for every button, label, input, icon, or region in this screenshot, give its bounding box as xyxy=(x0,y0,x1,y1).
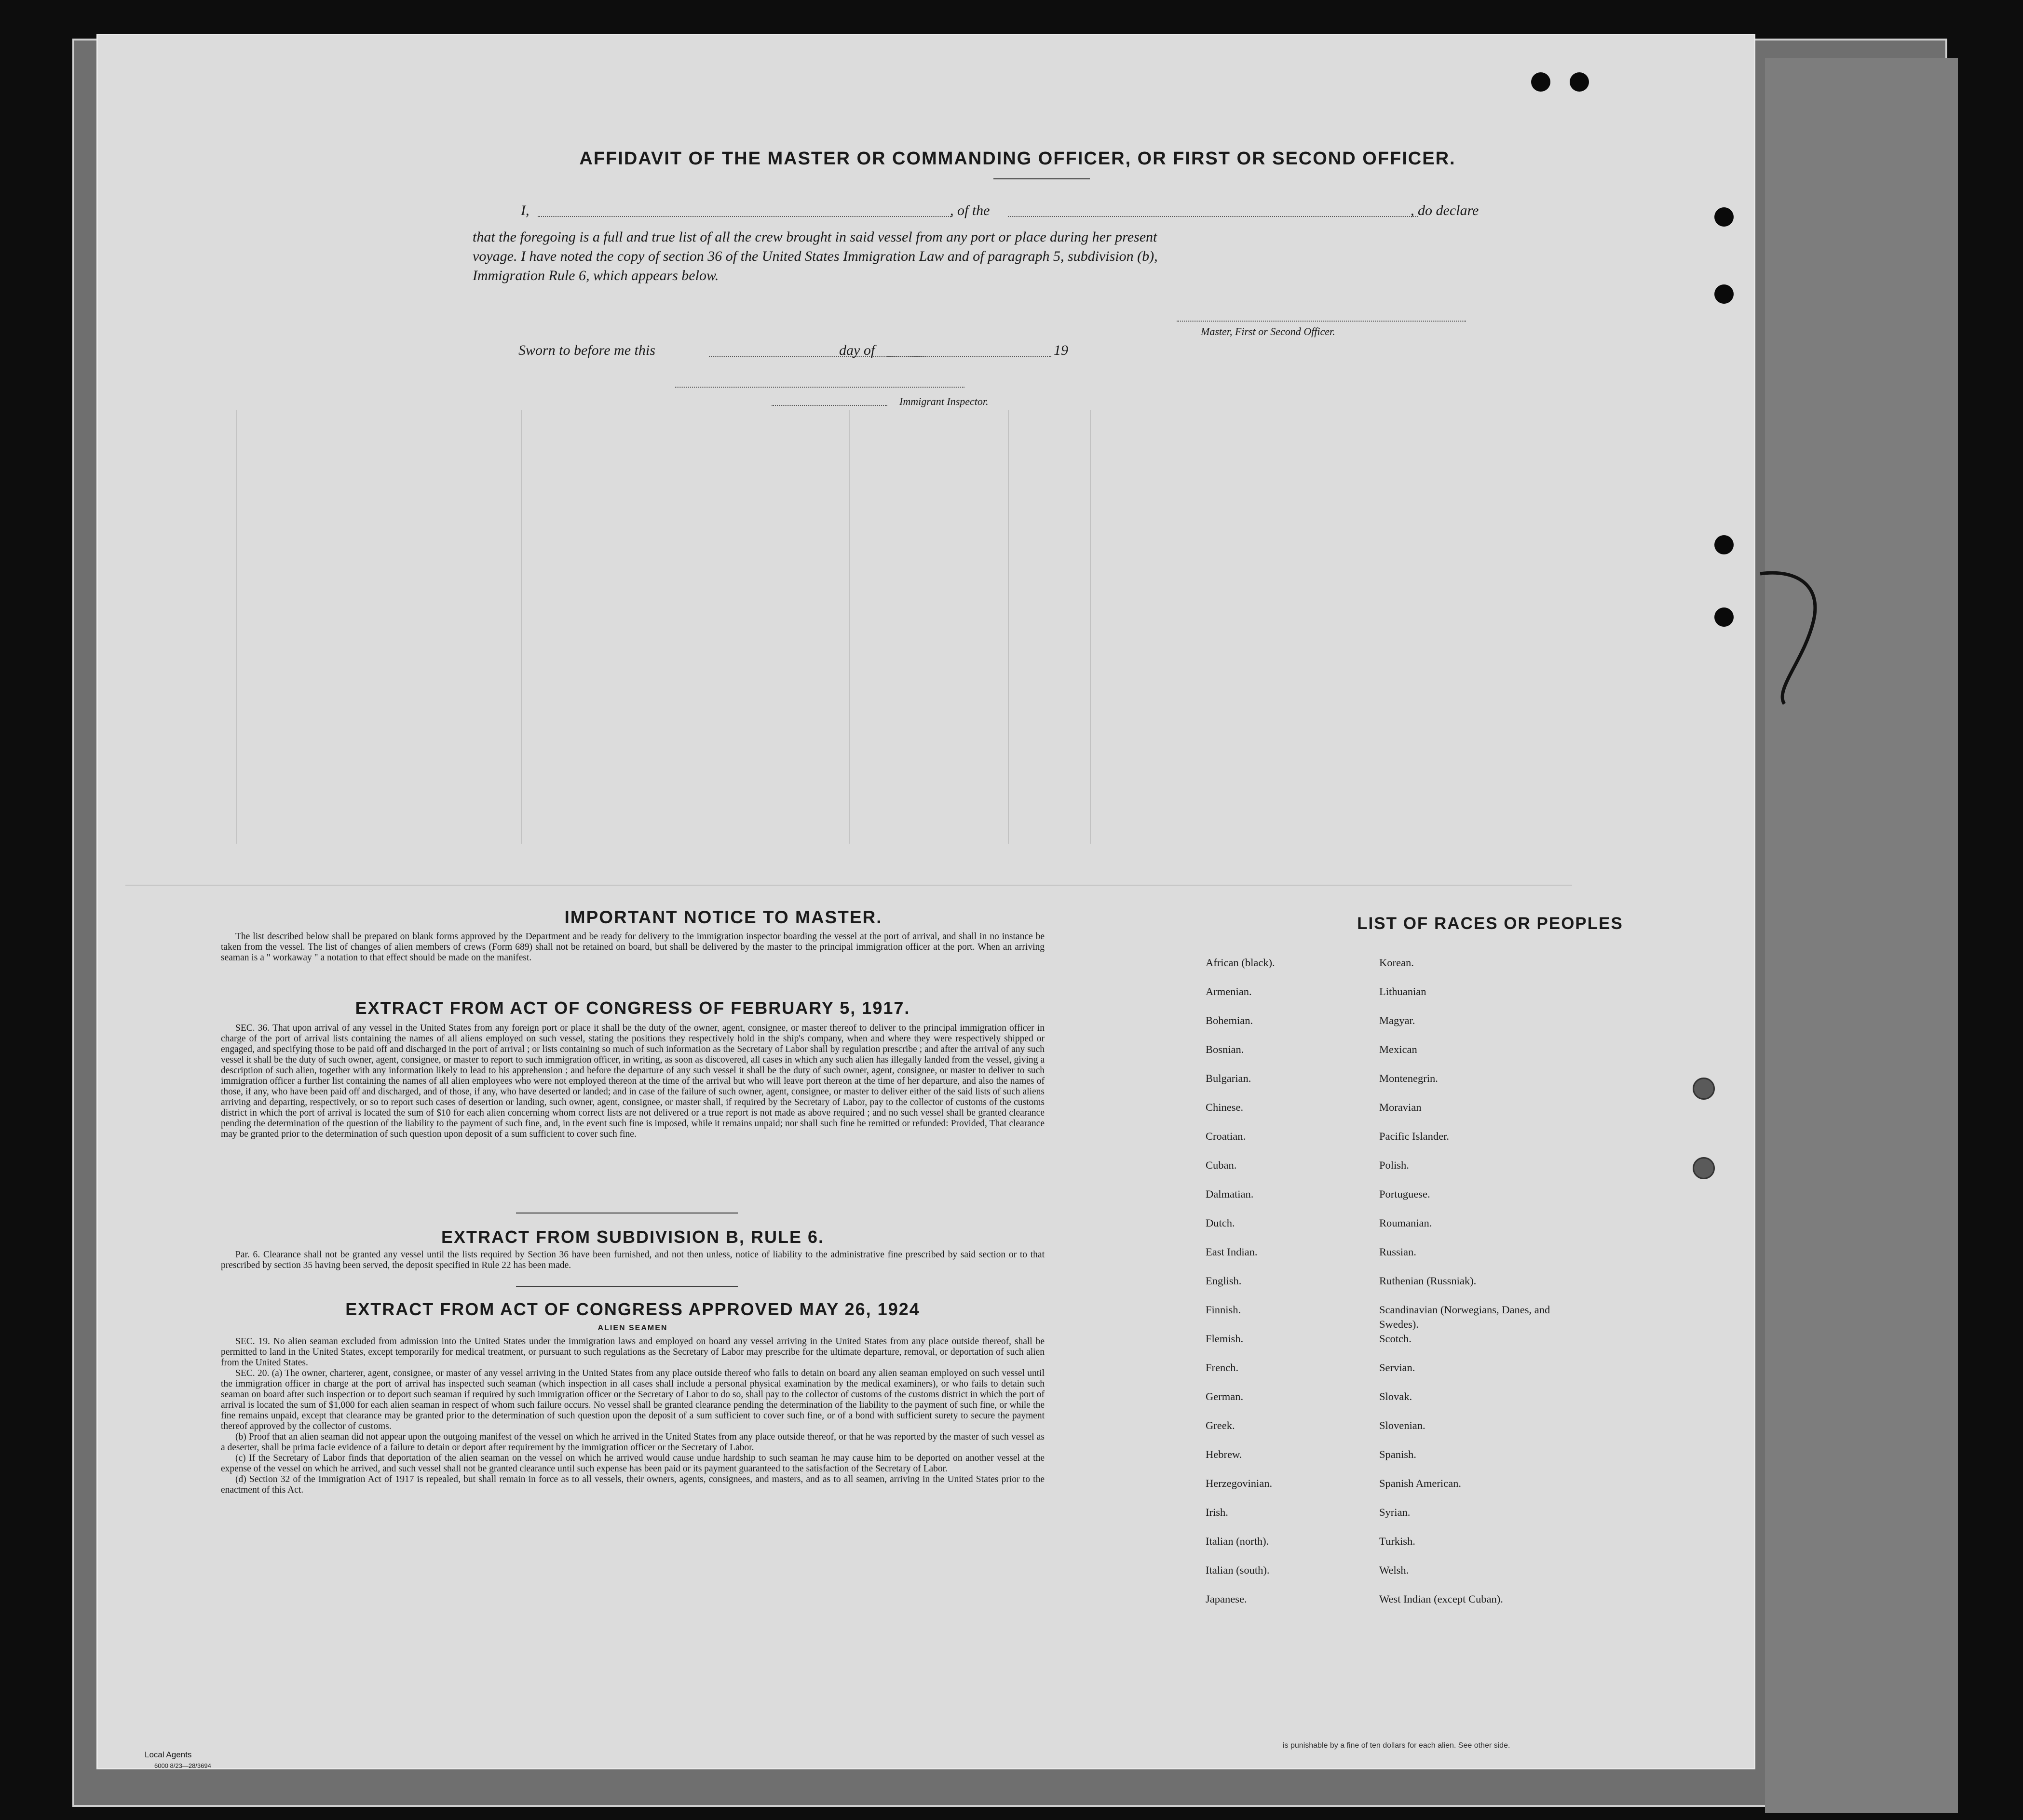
race-item: Italian (north). xyxy=(1206,1535,1269,1547)
race-item: Syrian. xyxy=(1379,1506,1411,1518)
affidavit-title: AFFIDAVIT OF THE MASTER OR COMMANDING OFFICER, OR FIRST OR SECOND OFFICER. xyxy=(579,148,1456,169)
section-20b-paragraph: (b) Proof that an alien seaman did not appear upon the outgoing manifest of the vessel on which he arrived in the United States from any place outside thereof, or that he was reported by the master of such vessel as a deserter, shall be prima facie evidence of a failure to detain or deport after requirement by the immigration officer or the Secretary of Labor. xyxy=(221,1432,1045,1453)
section-20a-paragraph: SEC. 20. (a) The owner, charterer, agent, consignee, or master of any vessel arriving in the United States from any place outside thereof who fails to detain on board any alien seaman employed on such vessel until the immigration officer in charge at the port of arrival has inspected such seaman (which inspection in all cases shall include a personal physical examination by the medical examiners), or who fails to detain such seaman on board after such inspection or to deport such seaman if required by such immigration officer or the Secretary of Labor to do so, shall pay to the collector of customs of the customs district in which the port of arrival is located the sum of $1,000 for each alien seaman in respect of whom such failure occurs. No vessel shall be granted clearance pending the determination of the liability to the payment of such fine, or while the fine remains unpaid, except that clearance may be granted prior to the determination of such question upon the deposit of a sum sufficient to cover such fine, or of a bond with sufficient surety to secure the payment thereof approved by the collector of customs. xyxy=(221,1368,1045,1431)
punch-hole xyxy=(1570,72,1589,92)
race-item: Spanish. xyxy=(1379,1448,1416,1460)
form-number: 6000 8/23—28/3694 xyxy=(154,1762,211,1769)
inspector-signature-blank xyxy=(675,387,964,388)
race-item: Hebrew. xyxy=(1206,1448,1242,1460)
race-item: West Indian (except Cuban). xyxy=(1379,1593,1503,1605)
race-item: Ruthenian (Russniak). xyxy=(1379,1275,1477,1287)
subdivision-text xyxy=(221,1250,1045,1271)
race-item: Scotch. xyxy=(1379,1333,1412,1345)
bleed-through-rule xyxy=(521,410,522,844)
punch-hole xyxy=(1531,72,1550,92)
name-blank xyxy=(538,216,952,217)
section-20d-paragraph: (d) Section 32 of the Immigration Act of 1917 is repealed, but shall remain in force as to all vessels, their owners, agents, consignees, and masters, and as to all seamen, arriving in the United States prior to the enactment of this Act. xyxy=(221,1474,1045,1495)
local-agents-label: Local Agents xyxy=(145,1750,192,1759)
paragraph-6: Par. 6. Clearance shall not be granted any vessel until the lists required by Section 36 have been furnished, and not then unless, notice of liability to the administrative fine prescribed by said section or to that prescribed by section 35 having been served, the deposit specified in Rule 22 has been made. xyxy=(221,1250,1045,1270)
extract-1917-text xyxy=(221,1023,1045,1140)
race-item: Montenegrin. xyxy=(1379,1072,1438,1084)
day-of-label: day of xyxy=(839,342,875,358)
grommet xyxy=(1693,1157,1715,1179)
section-20c-paragraph: (c) If the Secretary of Labor finds that deportation of the alien seaman on the vessel on which he arrived would cause undue hardship to such seaman he may cause him to be deported on another vessel at the expense of the vessel on which he arrived, and such vessel shall not be granted clearance until such expense has been paid or its payment guaranteed to the satisfaction of the Secretary of Labor. xyxy=(221,1453,1045,1474)
race-item: Pacific Islander. xyxy=(1379,1130,1449,1142)
race-item: Turkish. xyxy=(1379,1535,1415,1547)
race-item: Bulgarian. xyxy=(1206,1072,1251,1084)
race-item: Servian. xyxy=(1379,1362,1415,1374)
grommet xyxy=(1693,1078,1715,1100)
month-blank xyxy=(887,356,1051,357)
race-item: Slovenian. xyxy=(1379,1419,1426,1431)
declaration-of-the: , of the xyxy=(950,202,990,218)
race-item: Polish. xyxy=(1379,1159,1409,1171)
race-item: Roumanian. xyxy=(1379,1217,1432,1229)
bleed-through-rule xyxy=(849,410,850,844)
subdivision-title: EXTRACT FROM SUBDIVISION B, RULE 6. xyxy=(441,1227,825,1247)
race-item: Italian (south). xyxy=(1206,1564,1270,1576)
race-item: Herzegovinian. xyxy=(1206,1477,1273,1489)
race-item: Spanish American. xyxy=(1379,1477,1461,1489)
race-item: Croatian. xyxy=(1206,1130,1246,1142)
inspector-label: Immigrant Inspector. xyxy=(899,395,989,407)
race-item: Armenian. xyxy=(1206,985,1252,998)
declaration-i-label: I, xyxy=(521,202,530,218)
section-divider xyxy=(516,1286,738,1287)
race-item: Magyar. xyxy=(1379,1014,1415,1026)
handwritten-mark xyxy=(1755,564,1852,709)
race-item: Chinese. xyxy=(1206,1101,1244,1113)
notice-text xyxy=(221,931,1045,963)
race-item: German. xyxy=(1206,1390,1244,1402)
bleed-through-rule xyxy=(1090,410,1091,844)
race-item: Dalmatian. xyxy=(1206,1188,1254,1200)
race-item: Cuban. xyxy=(1206,1159,1237,1171)
extract-1917-title: EXTRACT FROM ACT OF CONGRESS OF FEBRUARY 5, 1917. xyxy=(355,998,910,1018)
race-item: Moravian xyxy=(1379,1101,1422,1113)
title-underline xyxy=(993,178,1090,179)
declaration-do-declare: , do declare xyxy=(1411,202,1479,218)
inspector-short-blank xyxy=(772,405,887,406)
declaration-line-4: Immigration Rule 6, which appears below. xyxy=(473,268,719,283)
declaration-line-2: that the foregoing is a full and true list of all the crew brought in said vessel from any port or place during her present xyxy=(473,229,1157,245)
race-item: African (black). xyxy=(1206,957,1275,969)
races-column-1 xyxy=(1206,956,1379,1621)
race-item: French. xyxy=(1206,1362,1239,1374)
extract-1924-title: EXTRACT FROM ACT OF CONGRESS APPROVED MAY 26, 1924 xyxy=(345,1299,920,1319)
penalty-note: is punishable by a fine of ten dollars for each alien. See other side. xyxy=(1283,1741,1510,1750)
bleed-through-rule xyxy=(125,885,1572,886)
race-item: East Indian. xyxy=(1206,1246,1258,1258)
notice-paragraph: The list described below shall be prepared on blank forms approved by the Department and be ready for delivery to the immigration inspector boarding the vessel at the port of arrival, and shall in no instance be taken from the vessel. The list of changes of alien members of crews (Form 689) shall not be retained on board, but shall be delivered by the master to the principal immigration officer at the port. When an arriving seaman is a " workaway " a notation to that effect should be made on the manifest. xyxy=(221,931,1045,963)
race-item: Scandinavian (Norwegians, Danes, and Swedes). xyxy=(1379,1304,1550,1330)
race-item: Welsh. xyxy=(1379,1564,1409,1576)
extract-1924-text xyxy=(221,1336,1045,1496)
bleed-through-rule xyxy=(236,410,237,844)
race-item: Finnish. xyxy=(1206,1304,1241,1316)
section-19-paragraph: SEC. 19. No alien seaman excluded from admission into the United States under the immigration laws and employed on board any vessel arriving in the United States from any place outside thereof, shall be permitted to land in the United States, except temporarily for medical treatment, or pursuant to such regulations as the Secretary of Labor may prescribe for the ultimate departure, removal, or deportation of such alien from the United States. xyxy=(221,1336,1045,1368)
section-36-paragraph: SEC. 36. That upon arrival of any vessel in the United States from any foreign port or place it shall be the duty of the owner, agent, consignee, or master thereof to deliver to the principal immigration officer in charge of the port of arrival lists containing the names of all aliens employed on such vessel, stating the positions they respectively hold in the ship's company, when and where they were respectively shipped or engaged, and specifying those to be paid off and discharged in the port of arrival ; or lists containing so much of such information as the Secretary of Labor shall by regulation prescribe ; and after the arrival of any such vessel it shall be the duty of such owner, agent, consignee, or master to report to such immigration officer, in writing, as soon as discovered, all cases in which any such alien has illegally landed from the vessel, giving a description of such alien, together with any information likely to lead to his apprehension ; and before the departure of any such vessel it shall be the duty of such owner, agent, consignee, or master to deliver to such immigration officer a further list containing the names of all alien employees who were not employed thereon at the time of the arrival but who will leave port thereon at the time of her departure, and also the names of those, if any, who have been paid off and discharged, and of those, if any, who have deserted or landed; and in case of the failure of such owner, agent, consignee, or master to deliver either of the said lists of such aliens arriving and departing, respectively, or so to report such cases of desertion or landing, such owner, agent, consignee, or master shall, if required by the Secretary of Labor, pay to the collector of customs of the customs district in which the port of arrival is located the sum of $10 for each alien concerning whom correct lists are not delivered or a true report is not made as above required ; and no such vessel shall be granted clearance pending the determination of the question of the liability to the payment of such fine, and, in the event such fine is imposed, while it remains unpaid; nor shall such fine be remitted or refunded: Provided, That clearance may be granted prior to the determination of such question upon deposit of a sum sufficient to cover such fine. xyxy=(221,1023,1045,1139)
race-item: Slovak. xyxy=(1379,1390,1412,1402)
race-item: Mexican xyxy=(1379,1043,1417,1055)
sworn-text: Sworn to before me this xyxy=(518,342,655,358)
race-item: Russian. xyxy=(1379,1246,1416,1258)
race-item: Bosnian. xyxy=(1206,1043,1244,1055)
race-item: Portuguese. xyxy=(1379,1188,1430,1200)
punch-hole xyxy=(1714,535,1734,554)
race-item: Dutch. xyxy=(1206,1217,1235,1229)
race-item: Irish. xyxy=(1206,1506,1228,1518)
signature-label: Master, First or Second Officer. xyxy=(1201,325,1335,337)
race-item: Flemish. xyxy=(1206,1333,1244,1345)
punch-hole xyxy=(1714,284,1734,304)
year-prefix: 19 xyxy=(1054,342,1068,358)
races-title: LIST OF RACES OR PEOPLES xyxy=(1357,914,1623,933)
notice-title: IMPORTANT NOTICE TO MASTER. xyxy=(564,907,883,927)
race-item: Korean. xyxy=(1379,957,1414,969)
race-item: Lithuanian xyxy=(1379,985,1426,998)
bleed-through-rule xyxy=(1008,410,1009,844)
signature-blank xyxy=(1177,321,1466,322)
declaration-line-3: voyage. I have noted the copy of section 36 of the United States Immigration Law and of paragraph 5, subdivision (b), xyxy=(473,248,1158,264)
underlying-page-edge xyxy=(1765,58,1958,1813)
alien-seamen-subtitle: ALIEN SEAMEN xyxy=(597,1324,668,1332)
rank-blank xyxy=(1008,216,1418,217)
race-item: Greek. xyxy=(1206,1419,1235,1431)
races-column-2 xyxy=(1379,956,1582,1621)
race-item: Japanese. xyxy=(1206,1593,1247,1605)
punch-hole xyxy=(1714,207,1734,227)
race-item: Bohemian. xyxy=(1206,1014,1253,1026)
document-page xyxy=(96,34,1755,1769)
punch-hole xyxy=(1714,607,1734,627)
race-item: English. xyxy=(1206,1275,1242,1287)
